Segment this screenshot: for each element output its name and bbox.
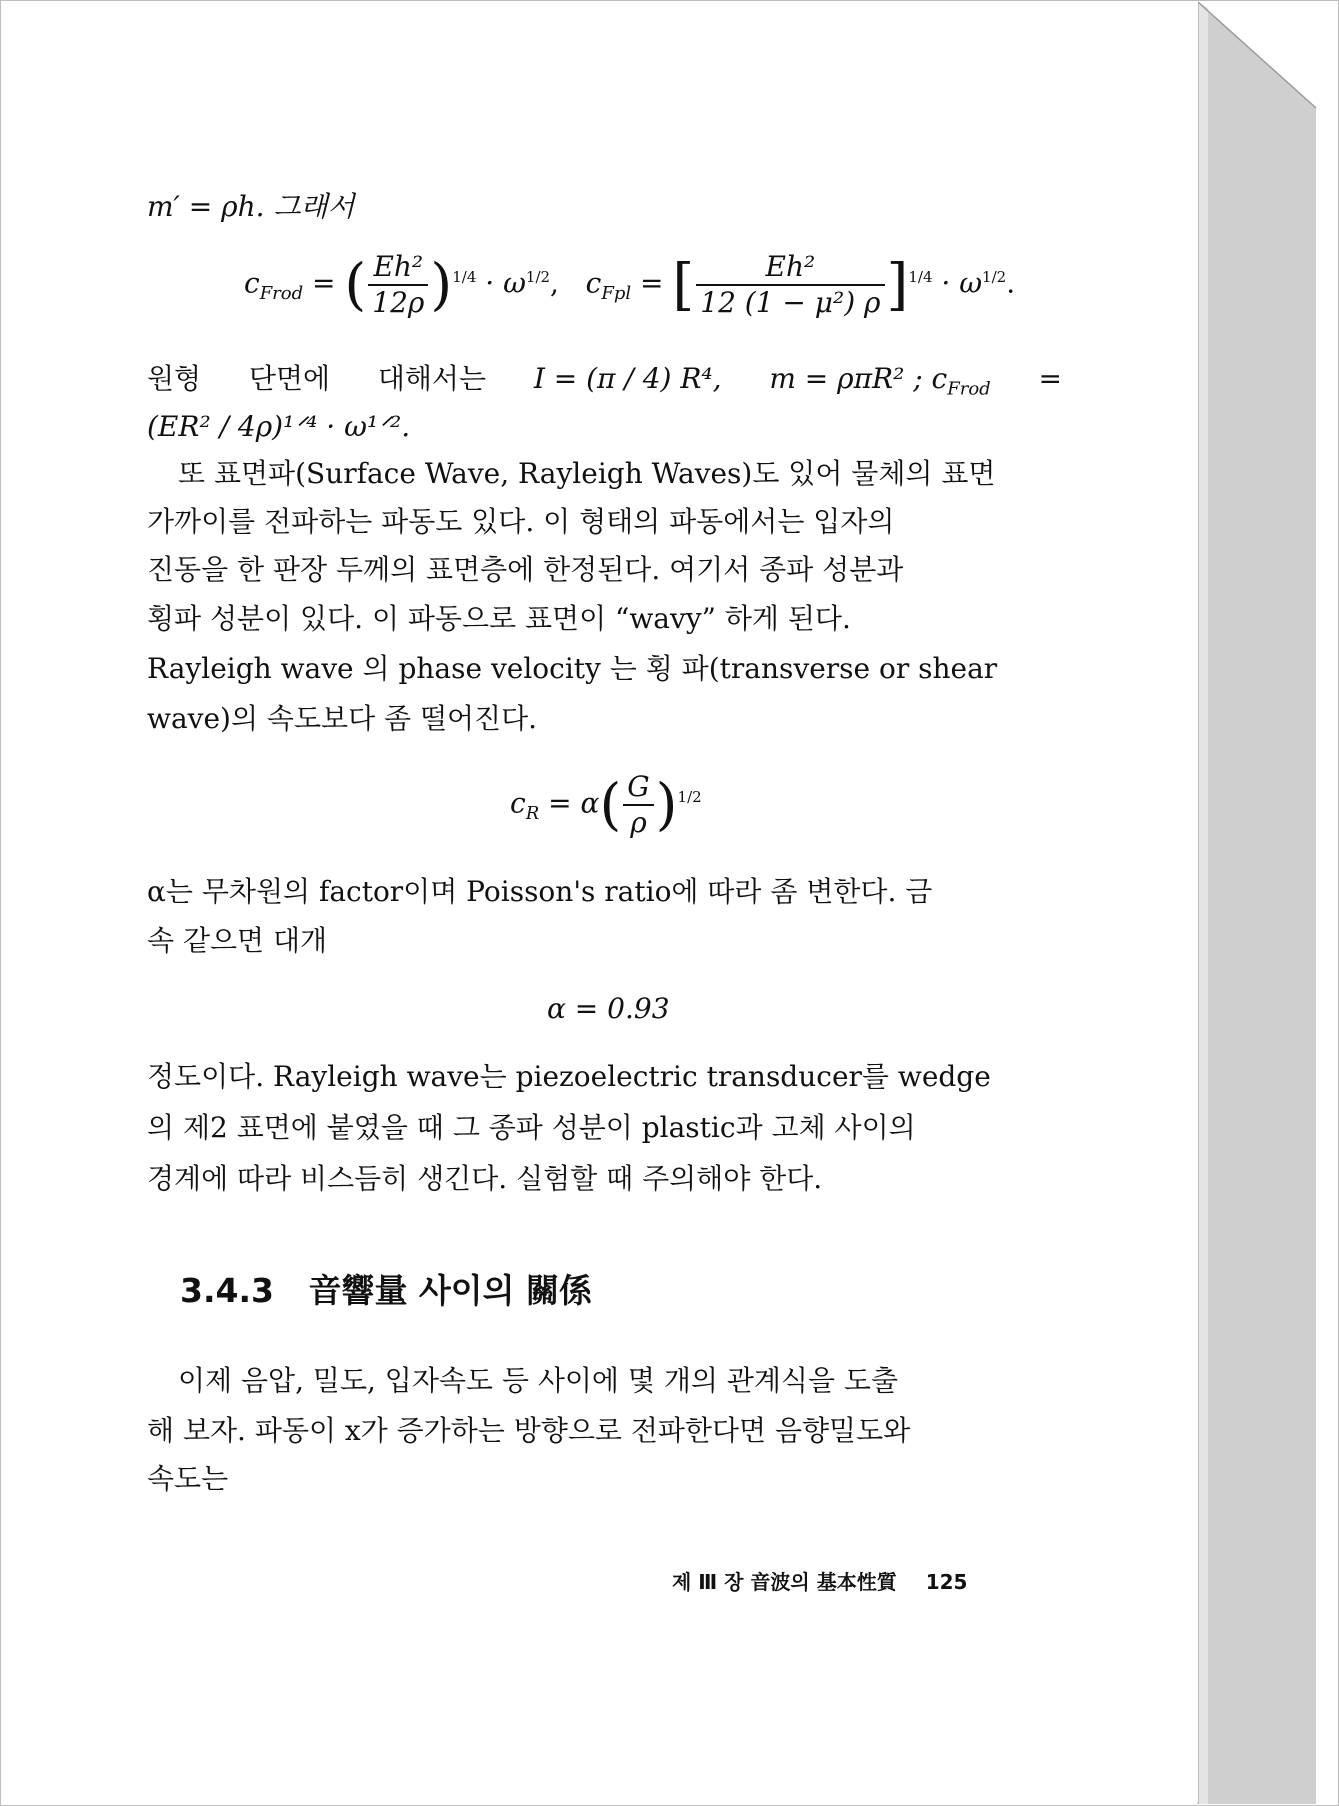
running-footer	[672, 1566, 967, 1595]
equation-rayleigh-speed: $c_R = \alpha$( $\frac{G}{\rho}$ )$^{1/2}$	[510, 770, 702, 839]
page-number: 125	[925, 1570, 968, 1594]
text-line: α는 무차원의 factor이며 Poisson's ratio에 따라 좀 변한다. 금	[147, 875, 933, 908]
text-line: m′ = ρh. 그래서	[147, 190, 355, 223]
section-number: 3.4.3	[180, 1271, 274, 1310]
text-line: (ER² / 4ρ)¹ᐟ⁴ · ω¹ᐟ².	[147, 410, 411, 443]
text-line: 또 표면파(Surface Wave, Rayleigh Waves)도 있어 물체의 표면	[178, 457, 996, 490]
section-heading	[180, 1265, 592, 1312]
section-title: 音響量 사이의 關係	[308, 1271, 593, 1310]
text-line: 가까이를 전파하는 파동도 있다. 이 형태의 파동에서는 입자의	[147, 505, 895, 538]
text-line: 정도이다. Rayleigh wave는 piezoelectric transducer를 wedge	[147, 1060, 991, 1093]
text-line: 해 보자. 파동이 x가 증가하는 방향으로 전파한다면 음향밀도와	[147, 1414, 911, 1447]
text-line: wave)의 속도보다 좀 떨어진다.	[147, 702, 538, 735]
equation-alpha-value: α = 0.93	[547, 992, 670, 1025]
book-page	[2, 2, 1198, 1802]
text-line: 원형 단면에 대해서는 I = (π / 4) R⁴, m = ρπR² ; $c_{Frod}$ =	[147, 362, 1062, 400]
text-line: 속 같으면 대개	[147, 924, 328, 957]
text-line: 이제 음압, 밀도, 입자속도 등 사이에 몇 개의 관계식을 도출	[178, 1364, 899, 1397]
text-line: 횡파 성분이 있다. 이 파동으로 표면이 “wavy” 하게 된다.	[147, 602, 851, 635]
equation-flexural-speed: $c_{Frod}$ = ( $\frac{\text{Eh²}}{12\rho}$ )$^{1/4} \cdot \omega^{1/2}$, $c_{Fpl}$ = [ $\frac{\text{Eh²}}{\text{12 (1 − μ²) ρ}}$ ]$^{1/4} \cdot \omega^{1/2}$.	[244, 250, 1016, 319]
text-line: 경계에 따라 비스듬히 생긴다. 실험할 때 주의해야 한다.	[147, 1162, 823, 1195]
text-line: 의 제2 표면에 붙였을 때 그 종파 성분이 plastic과 고체 사이의	[147, 1111, 916, 1144]
text-line: Rayleigh wave 의 phase velocity 는 횡 파(transverse or shear	[147, 652, 998, 685]
text-line: 속도는	[147, 1462, 229, 1495]
text-line: 진동을 한 판장 두께의 표면층에 한정된다. 여기서 종파 성분과	[147, 553, 904, 586]
chapter-title: 제 Ⅲ 장 音波의 基本性質	[672, 1570, 897, 1594]
